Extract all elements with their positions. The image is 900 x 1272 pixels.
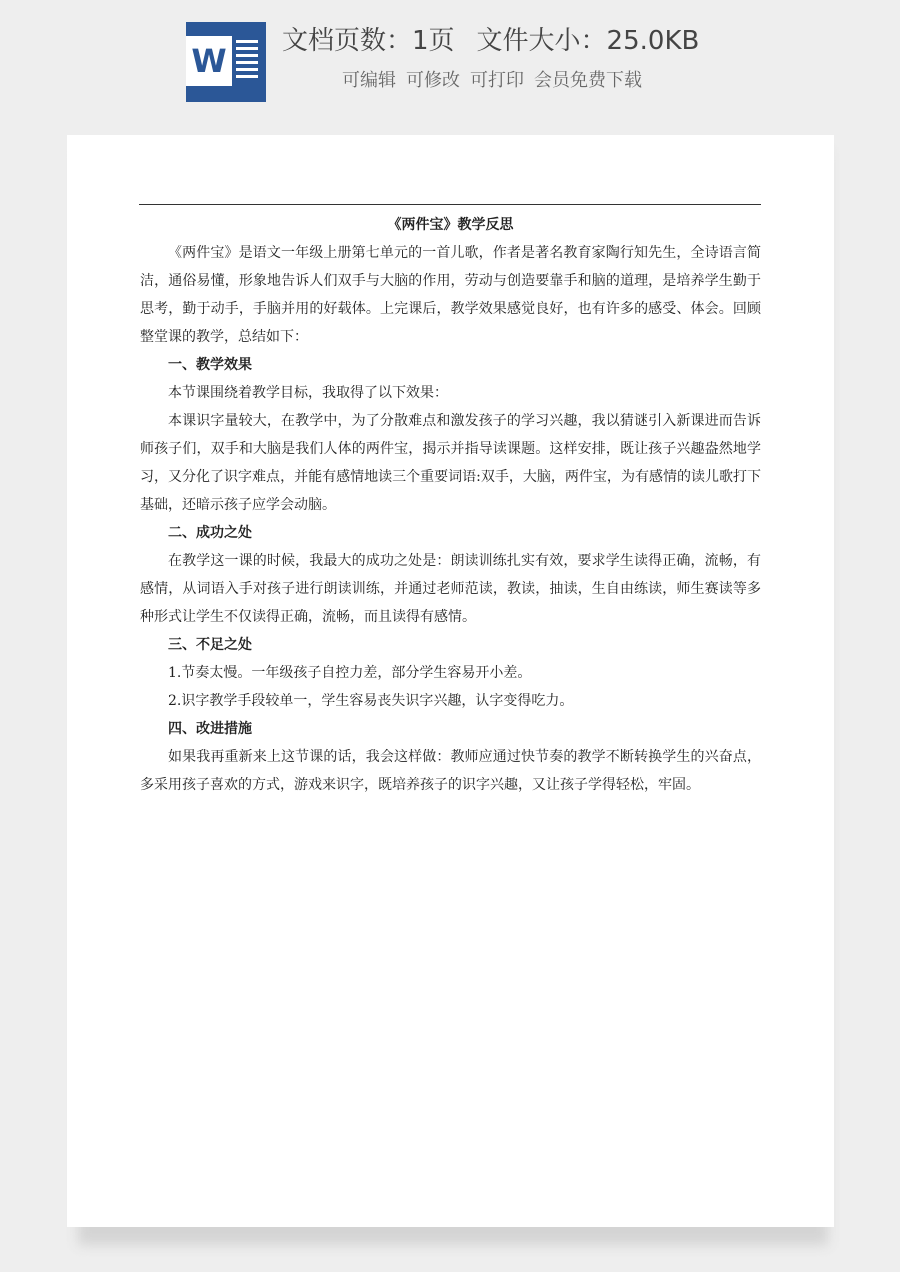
download-header bbox=[0, 0, 900, 120]
section-heading-4: 四、改进措施 bbox=[168, 721, 252, 737]
feature-modifiable: 可修改 bbox=[406, 70, 460, 91]
word-letter: W bbox=[186, 36, 232, 86]
word-lines-icon bbox=[236, 40, 258, 82]
feature-free-download: 会员免费下载 bbox=[534, 70, 642, 91]
section-heading-3: 三、不足之处 bbox=[168, 637, 252, 653]
intro-paragraph: 《两件宝》是语文一年级上册第七单元的一首儿歌，作者是著名教育家陶行知先生，全诗语言简洁，通俗易懂，形象地告诉人们双手与大脑的作用，劳动与创造要靠手和脑的道理，是培养学生勤于思考，勤于动手，手脑并用的好载体。上完课后，教学效果感觉良好，也有许多的感受、体会。回顾整堂课的教学，总结如下： bbox=[140, 245, 761, 345]
document-title: 《两件宝》教学反思 bbox=[387, 217, 514, 233]
header-rule bbox=[139, 204, 761, 205]
section-3-item-1: 1.节奏太慢。一年级孩子自控力差，部分学生容易开小差。 bbox=[168, 665, 532, 681]
section-2-paragraph-1: 在教学这一课的时候，我最大的成功之处是：朗读训练扎实有效，要求学生读得正确，流畅，有感情，从词语入手对孩子进行朗读训练，并通过老师范读，教读，抽读，生自由练读，师生赛读等多种形式让学生不仅读得正确，流畅，而且读得有感情。 bbox=[140, 553, 761, 625]
document-page bbox=[67, 135, 834, 1227]
file-info bbox=[282, 20, 882, 57]
feature-list bbox=[342, 66, 652, 92]
word-document-icon bbox=[186, 22, 266, 102]
section-1-paragraph-1: 本节课围绕着教学目标，我取得了以下效果： bbox=[168, 385, 448, 401]
document-body bbox=[140, 211, 761, 799]
file-size: 文件大小：25.0KB bbox=[476, 26, 700, 56]
feature-printable: 可打印 bbox=[470, 70, 524, 91]
section-4-paragraph-1: 如果我再重新来上这节课的话，我会这样做：教师应通过快节奏的教学不断转换学生的兴奋点，多采用孩子喜欢的方式，游戏来识字，既培养孩子的识字兴趣，又让孩子学得轻松，牢固。 bbox=[140, 749, 761, 793]
section-1-paragraph-2: 本课识字量较大，在教学中，为了分散难点和激发孩子的学习兴趣，我以猜谜引入新课进而告诉师孩子们，双手和大脑是我们人体的两件宝，揭示并指导读课题。这样安排，既让孩子兴趣盎然地学习，又分化了识字难点，并能有感情地读三个重要词语:双手，大脑，两件宝，为有感情的读儿歌打下基础，还暗示孩子应学会动脑。 bbox=[140, 413, 761, 513]
feature-editable: 可编辑 bbox=[342, 70, 396, 91]
section-3-item-2: 2.识字教学手段较单一，学生容易丧失识字兴趣，认字变得吃力。 bbox=[168, 693, 574, 709]
page-count: 文档页数：1页 bbox=[282, 26, 455, 56]
section-heading-1: 一、教学效果 bbox=[168, 357, 252, 373]
section-heading-2: 二、成功之处 bbox=[168, 525, 252, 541]
